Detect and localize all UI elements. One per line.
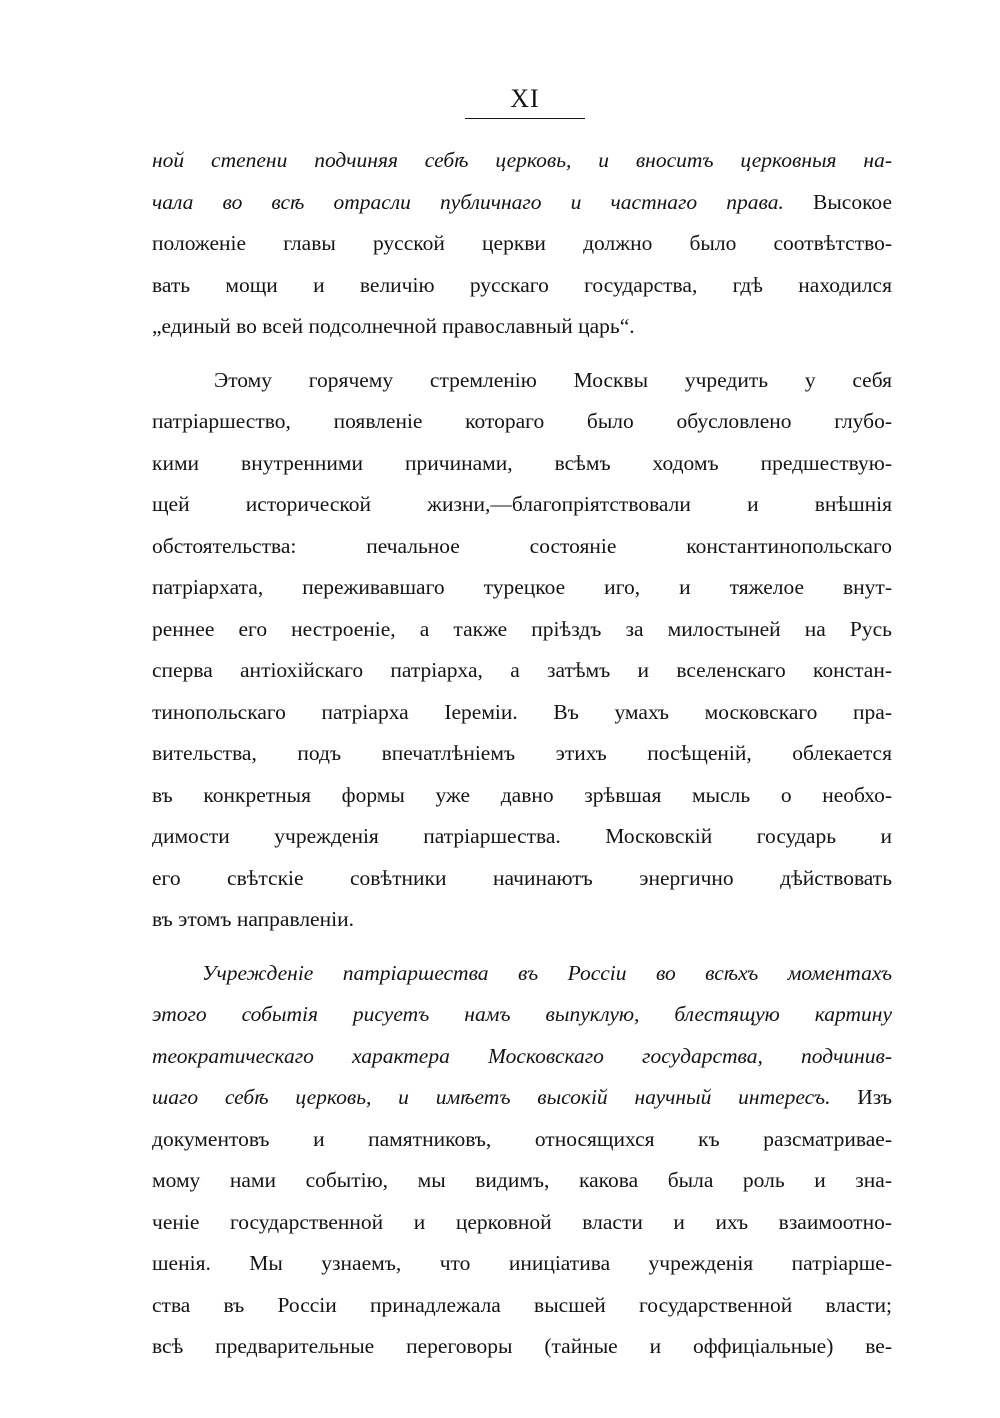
paragraph-1 — [152, 140, 892, 348]
paragraph-gap — [152, 348, 892, 360]
text-line: документовъ и памятниковъ, относящихся къ разсматривае- — [152, 1126, 892, 1151]
text-line: Учрежденіе патріаршества въ Россіи во всѣхъ моментахъ — [202, 960, 892, 985]
text-line: его свѣтскіе совѣтники начинаютъ энергично дѣйствовать — [152, 865, 892, 890]
text-line: „единый во всей подсолнечной православный царь“. — [152, 314, 635, 338]
text-line: вать мощи и величію русскаго государства, гдѣ находился — [152, 272, 892, 297]
text-line: щей исторической жизни,—благопріятствовали и внѣшнія — [152, 492, 892, 516]
paragraph-2 — [152, 360, 892, 941]
text-line: тинопольскаго патріарха Іереміи. Въ умахъ московскаго пра- — [152, 699, 892, 724]
text-line: шаго себѣ церковь, и имѣетъ высокій научный интересъ. Изъ — [152, 1085, 893, 1109]
text-line: обстоятельства: печальное состояніе константинопольскаго — [152, 533, 892, 558]
text-line: мому нами событію, мы видимъ, какова была роль и зна- — [152, 1168, 892, 1192]
text-line: сперва антіохійскаго патріарха, а затѣмъ и вселенскаго констан- — [152, 658, 892, 682]
text-line: ной степени подчиняя себѣ церковь, и вноситъ церковныя на- — [152, 148, 892, 172]
text-line: димости учрежденія патріаршества. Московскій государь и — [152, 824, 892, 848]
text-line: шенія. Мы узнаемъ, что иниціатива учрежденія патріарше- — [152, 1251, 892, 1275]
page-number: XI — [510, 84, 540, 113]
text-line: вительства, подъ впечатлѣніемъ этихъ посѣщеній, облекается — [152, 741, 892, 765]
text-line: въ конкретныя формы уже давно зрѣвшая мысль о необхо- — [152, 782, 892, 807]
text-line: патріархата, переживавшаго турецкое иго, и тяжелое внут- — [152, 575, 892, 599]
paragraph-gap — [152, 941, 892, 953]
body-text — [152, 140, 892, 1368]
text-line: кими внутренними причинами, всѣмъ ходомъ предшествую- — [152, 450, 892, 475]
text-line: чала во всѣ отрасли публичнаго и частнаго права. Высокое — [152, 189, 892, 214]
paragraph-3 — [152, 953, 892, 1368]
header-rule — [465, 118, 585, 119]
text-line: теократическаго характера Московскаго государства, подчинив- — [152, 1043, 892, 1068]
text-line: ства въ Россіи принадлежала высшей государственной власти; — [152, 1292, 892, 1317]
text-line: ченіе государственной и церковной власти и ихъ взаимоотно- — [152, 1209, 892, 1234]
text-line: патріаршество, появленіе котораго было обусловлено глубо- — [152, 409, 892, 433]
text-line: этого событія рисуетъ намъ выпуклую, блестящую картину — [152, 1002, 892, 1026]
text-line: всѣ предварительные переговоры (тайные и оффиціальные) ве- — [152, 1334, 892, 1358]
text-line: реннее его нестроеніе, а также пріѣздъ за милостыней на Русь — [152, 616, 892, 641]
text-line: положеніе главы русской церкви должно было соотвѣтство- — [152, 231, 892, 255]
text-line: въ этомъ направленіи. — [152, 907, 354, 931]
text-line: Этому горячему стремленію Москвы учредить у себя — [214, 367, 892, 392]
